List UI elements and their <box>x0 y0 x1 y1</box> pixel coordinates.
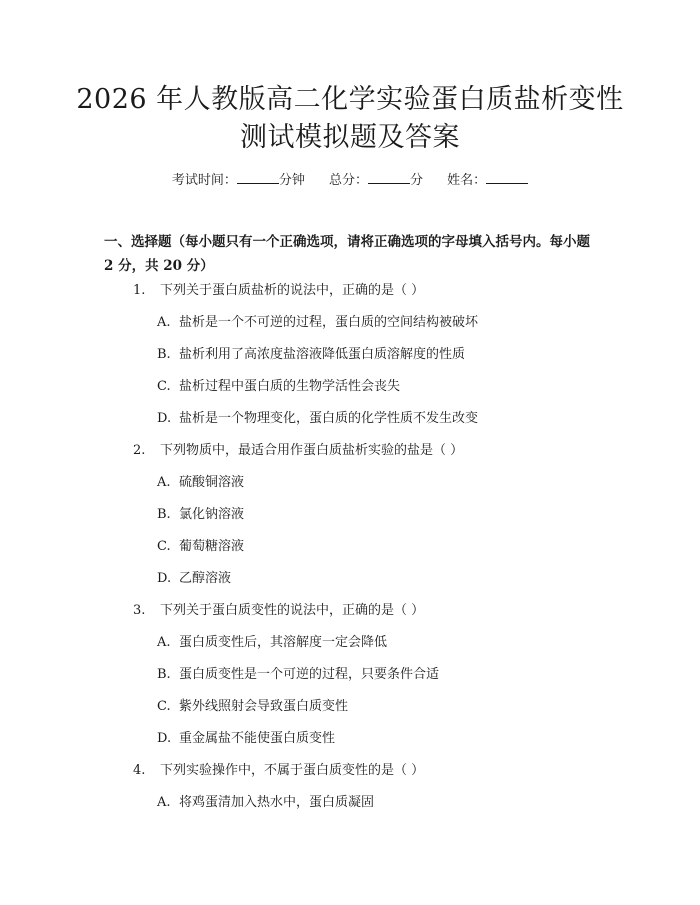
option <box>157 633 387 653</box>
option-text: 葡萄糖溶液 <box>179 539 245 554</box>
option <box>157 345 465 365</box>
exam-time-unit: 分钟 <box>278 173 305 188</box>
option <box>157 697 348 717</box>
option <box>157 665 439 685</box>
option-text: 盐析过程中蛋白质的生物学活性会丧失 <box>179 379 401 394</box>
option-text: 硫酸铜溶液 <box>179 475 245 490</box>
option <box>157 377 400 397</box>
option <box>157 505 244 525</box>
option-text: 将鸡蛋清加入热水中，蛋白质凝固 <box>179 795 375 810</box>
option-letter: D. <box>157 411 172 426</box>
question-number: 1. <box>133 283 146 298</box>
option-text: 盐析是一个物理变化，蛋白质的化学性质不发生改变 <box>179 411 479 426</box>
option <box>157 537 244 557</box>
option-letter: D. <box>157 571 172 586</box>
question-number: 3. <box>133 603 146 618</box>
name-label: 姓名： <box>447 173 487 188</box>
option-text: 乙醇溶液 <box>179 571 232 586</box>
option-letter: A. <box>157 315 171 330</box>
total-score-unit: 分 <box>410 173 424 188</box>
question-text: 下列实验操作中，不属于蛋白质变性的是（ ） <box>160 763 425 778</box>
question-4 <box>133 761 424 781</box>
exam-info <box>0 170 700 191</box>
option <box>157 793 374 813</box>
option-text: 盐析利用了高浓度盐溶液降低蛋白质溶解度的性质 <box>179 347 466 362</box>
question-1 <box>133 281 424 301</box>
question-text: 下列关于蛋白质盐析的说法中，正确的是（ ） <box>160 283 425 298</box>
name-blank <box>486 170 528 184</box>
option-letter: B. <box>157 347 171 362</box>
option-text: 氯化钠溶液 <box>179 507 245 522</box>
section-heading: 一、选择题（每小题只有一个正确选项，请将正确选项的字母填入括号内。每小题 2 分，共 20 分） <box>104 234 590 274</box>
option-letter: A. <box>157 635 171 650</box>
option-letter: C. <box>157 699 171 714</box>
option <box>157 473 244 493</box>
question-3 <box>133 601 424 621</box>
option-letter: D. <box>157 731 172 746</box>
option-letter: A. <box>157 475 171 490</box>
question-text: 下列物质中，最适合用作蛋白质盐析实验的盐是（ ） <box>160 443 464 458</box>
exam-time-field <box>172 173 309 188</box>
option-text: 盐析是一个不可逆的过程，蛋白质的空间结构被破坏 <box>179 315 479 330</box>
option-text: 蛋白质变性后，其溶解度一定会降低 <box>179 635 388 650</box>
exam-time-blank <box>237 170 279 184</box>
total-score-field <box>329 173 427 188</box>
option <box>157 569 231 589</box>
name-field <box>447 173 528 188</box>
exam-time-label: 考试时间： <box>171 173 237 188</box>
option-letter: C. <box>157 539 171 554</box>
document-title-line-1: 2026 年人教版高二化学实验蛋白质盐析变性 <box>76 84 624 115</box>
option <box>157 729 335 749</box>
document-title-line-2: 测试模拟题及答案 <box>240 122 460 153</box>
option-letter: A. <box>157 795 171 810</box>
question-number: 2. <box>133 443 146 458</box>
option <box>157 409 478 429</box>
option-letter: B. <box>157 667 171 682</box>
total-score-blank <box>368 170 410 184</box>
option-text: 蛋白质变性是一个可逆的过程，只要条件合适 <box>179 667 440 682</box>
question-2 <box>133 441 463 461</box>
option-text: 紫外线照射会导致蛋白质变性 <box>179 699 349 714</box>
option-letter: C. <box>157 379 171 394</box>
question-text: 下列关于蛋白质变性的说法中，正确的是（ ） <box>160 603 425 618</box>
option <box>157 313 478 333</box>
question-number: 4. <box>133 763 146 778</box>
option-letter: B. <box>157 507 171 522</box>
option-text: 重金属盐不能使蛋白质变性 <box>179 731 336 746</box>
total-score-label: 总分： <box>328 173 368 188</box>
